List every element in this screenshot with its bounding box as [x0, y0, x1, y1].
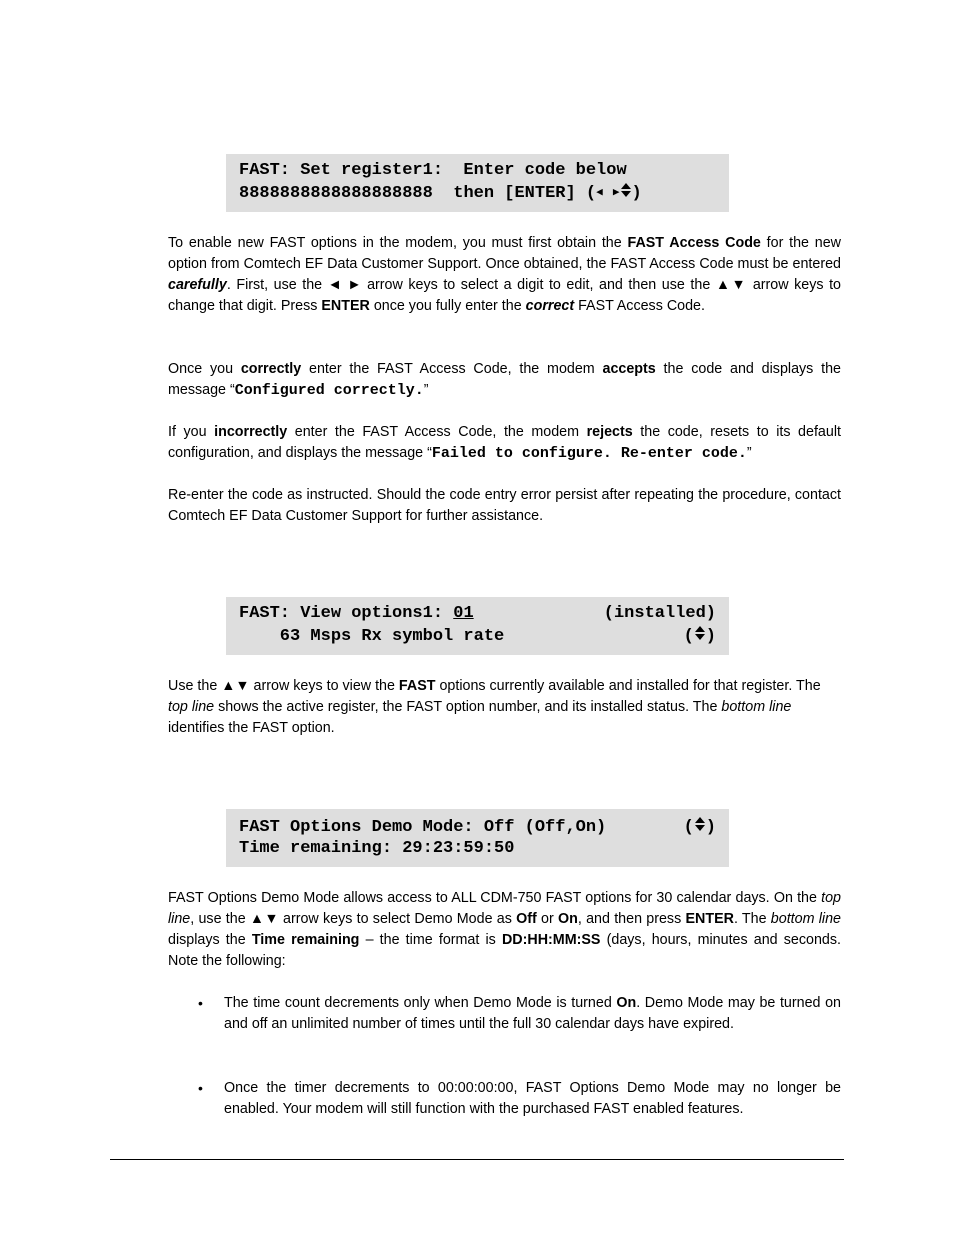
- text: Once you: [168, 361, 241, 377]
- left-arrow-icon: ◀: [596, 187, 603, 199]
- text: FAST Options Demo Mode allows access to ALL CDM-750 FAST options for 30 calendar days. On the: [168, 890, 822, 906]
- text: shows the active register, the FAST option number, and its installed status. The: [214, 699, 722, 715]
- lcd-enter-prompt: then [ENTER] (: [453, 184, 597, 203]
- paragraph-correct-entry: [168, 359, 841, 401]
- text: The time count decrements only when Demo Mode is turned: [224, 995, 617, 1011]
- emphasis-carefully: carefully: [168, 277, 227, 293]
- lcd-open-paren: (: [683, 818, 694, 837]
- text: enter the FAST Access Code, the modem: [287, 424, 587, 440]
- paragraph-incorrect-entry: [168, 422, 841, 464]
- text: the code and displays the message “: [168, 361, 841, 398]
- text: for the new option from Comtech EF Data Customer Support. Once obtained, the FAST Access Code must be entered: [168, 235, 842, 272]
- lcd-close-paren: ): [705, 818, 716, 837]
- lcd-demo-mode: [226, 809, 729, 867]
- bold-off: Off: [516, 911, 537, 927]
- lcd-demo-mode-label: FAST Options Demo Mode: Off (Off,On): [239, 818, 607, 837]
- bold-enter: ENTER: [685, 911, 734, 927]
- up-down-arrow-icon: [694, 626, 706, 640]
- bullet-item-time-count: [224, 993, 841, 1035]
- lcd-view-options: [226, 597, 729, 655]
- right-arrow-icon: ▶: [612, 187, 620, 199]
- text: . The: [733, 911, 771, 927]
- italic-top-line: top line: [168, 699, 215, 715]
- bold-on: On: [558, 911, 578, 927]
- up-down-arrow-icon: [620, 183, 632, 197]
- paragraph-view-options: [168, 676, 841, 739]
- lcd-close-paren: ): [631, 184, 642, 203]
- bold-fast: FAST: [398, 678, 436, 694]
- bold-time-remaining: Time remaining: [251, 932, 360, 948]
- bullet-marker: •: [198, 1080, 203, 1096]
- text: (days, hours, minutes and seconds. Note the following:: [168, 932, 842, 969]
- text: . Demo Mode may be turned on and off an unlimited number of times until the full 30 calendar days have expired.: [224, 995, 841, 1032]
- text: enter the FAST Access Code, the modem: [301, 361, 603, 377]
- text: FAST Access Code.: [574, 298, 705, 314]
- paragraph-enable-fast: [168, 233, 841, 317]
- text: Use the ▲▼ arrow keys to view the: [168, 678, 399, 694]
- text: ”: [746, 445, 752, 461]
- bold-accepts: accepts: [602, 361, 656, 377]
- bold-time-format: DD:HH:MM:SS: [501, 932, 601, 948]
- lcd-demo-mode-line1: [239, 817, 716, 838]
- lcd-open-paren: (: [683, 627, 694, 646]
- lcd-option-number: 01: [453, 604, 474, 623]
- lcd-set-register-line1: FAST: Set register1: Enter code below: [239, 161, 627, 180]
- lcd-time-remaining: Time remaining: 29:23:59:50: [239, 839, 515, 858]
- bold-fast-access-code: FAST Access Code: [627, 235, 761, 251]
- footer-rule: [110, 1159, 844, 1160]
- message-failed-to-configure: Failed to configure. Re-enter code.: [431, 445, 747, 462]
- lcd-close-paren: ): [705, 627, 716, 646]
- paragraph-reenter: Re-enter the code as instructed. Should the code entry error persist after repeating the procedure, contact Comtech EF Data Customer Support for further assistance.: [168, 487, 841, 524]
- bullet-marker: •: [198, 995, 203, 1011]
- emphasis-correct: correct: [525, 298, 575, 314]
- text: or: [536, 911, 559, 927]
- italic-bottom-line: bottom line: [721, 699, 792, 715]
- text: once you fully enter the: [369, 298, 526, 314]
- lcd-installed-status: (installed): [603, 604, 716, 623]
- paragraph-demo-mode: [168, 888, 841, 972]
- text: . First, use the ◄ ► arrow keys to select a digit to edit, and then use the ▲▼ arrow keys to change that digit. Press: [168, 277, 841, 314]
- italic-top-line: top line: [168, 890, 841, 927]
- lcd-view-options-label: FAST: View options1:: [239, 604, 454, 623]
- lcd-code-digits: 8888888888888888888: [239, 184, 433, 203]
- bold-incorrectly: incorrectly: [214, 424, 288, 440]
- text: , use the ▲▼ arrow keys to select Demo Mode as: [190, 911, 517, 927]
- text: – the time format is: [359, 932, 502, 948]
- lcd-view-options-line1: [239, 602, 716, 625]
- lcd-set-register-line2: [239, 182, 716, 205]
- bold-enter: ENTER: [321, 298, 370, 314]
- text: If you: [168, 424, 215, 440]
- text: the code, resets to its default configuration, and displays the message “: [168, 424, 841, 461]
- bold-correctly: correctly: [240, 361, 302, 377]
- bold-on: On: [616, 995, 637, 1011]
- message-configured-correctly: Configured correctly.: [234, 382, 424, 399]
- lcd-view-options-line2: [239, 625, 716, 648]
- up-down-arrow-icon: [694, 817, 706, 831]
- bullet-item-timer-expired: Once the timer decrements to 00:00:00:00, FAST Options Demo Mode may no longer be enabled. Your modem will still function with the purchased FAST enabled features.: [224, 1080, 841, 1117]
- lcd-set-register: [226, 154, 729, 212]
- text: identifies the FAST option.: [168, 720, 335, 736]
- text: To enable new FAST options in the modem, you must first obtain the: [168, 235, 628, 251]
- lcd-option-name: 63 Msps Rx symbol rate: [239, 627, 505, 646]
- text: displays the: [168, 932, 252, 948]
- text: ”: [423, 382, 429, 398]
- bold-rejects: rejects: [586, 424, 633, 440]
- italic-bottom-line: bottom line: [770, 911, 842, 927]
- text: options currently available and installed for that register. The: [435, 678, 821, 694]
- text: , and then press: [577, 911, 686, 927]
